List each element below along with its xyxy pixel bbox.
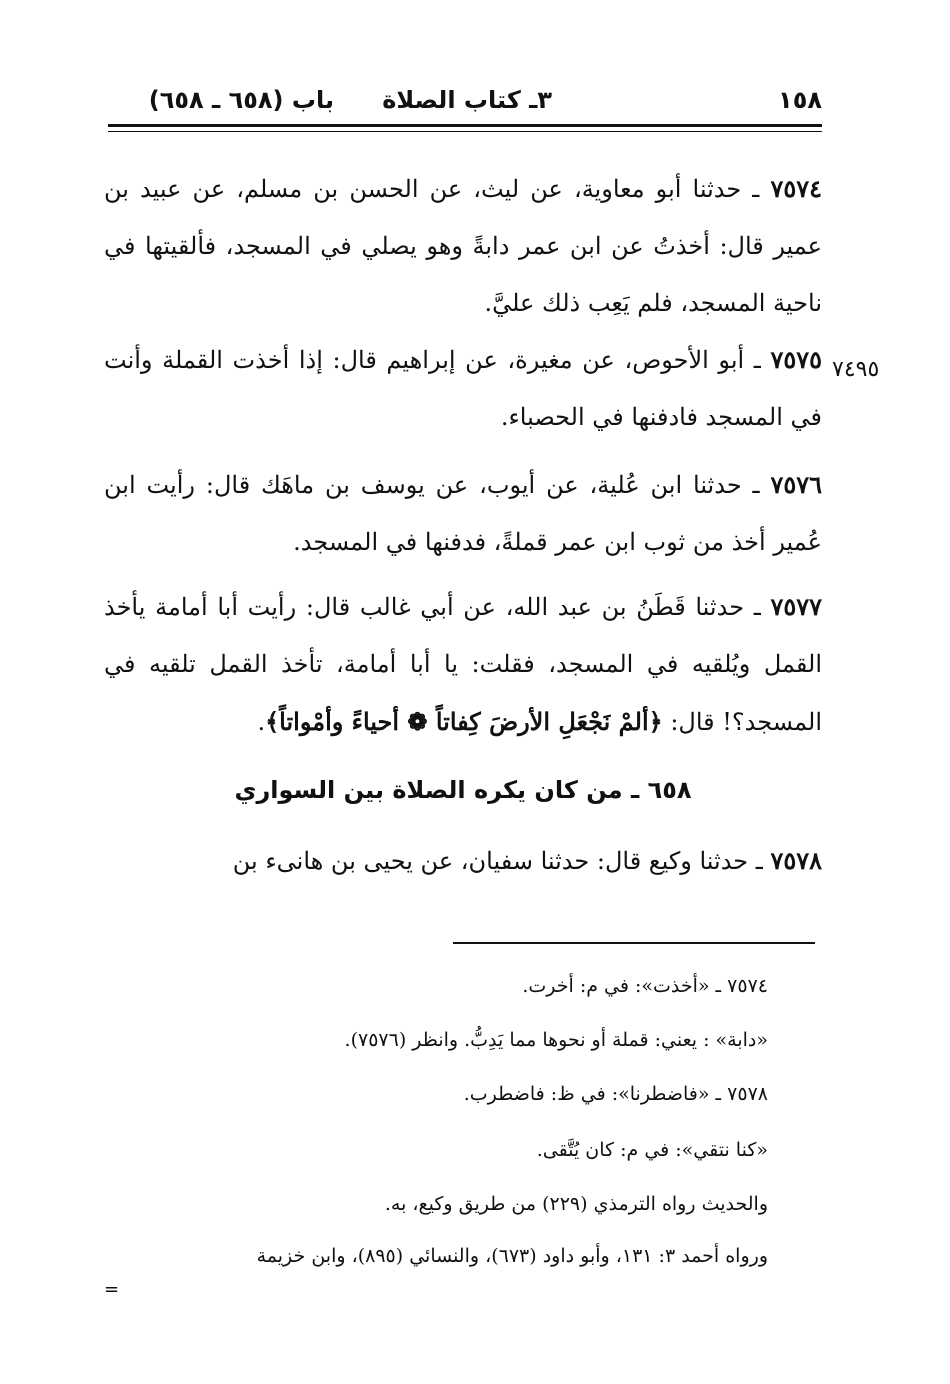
header-rule-thick — [108, 124, 822, 127]
hadith-number: ٧٥٧٦ — [770, 470, 822, 499]
footnote: ٧٥٧٨ ـ «فاضطرنا»: في ظ: فاضطرب. — [463, 1083, 768, 1105]
hadith-text: ـ حدثنا وكيع قال: حدثنا سفيان، عن يحيى بن هانىء بن — [232, 847, 771, 875]
chapter-heading: ٦٥٨ ـ من كان يكره الصلاة بين السواري — [234, 776, 692, 804]
footnote: «كنا نتقي»: في م: كان يُتَّقى. — [536, 1139, 768, 1161]
continuation-mark: = — [104, 1279, 120, 1300]
hadith-text: ـ حدثنا ابن عُلية، عن أيوب، عن يوسف بن ماهَك قال: رأيت ابن عُمير أخذ من ثوب ابن عمر قملةً، فدفنها في المسجد. — [104, 471, 822, 556]
quran-quote: ﴿ألمْ نَجْعَلِ الأرضَ كِفاتاً ❁ أحياءً وأمْواتاً﴾ — [265, 707, 663, 736]
footnote: ٧٥٧٤ ـ «أخذت»: في م: أخرت. — [522, 975, 768, 997]
hadith-text: ـ أبو الأحوص، عن مغيرة، عن إبراهيم قال: إذا أخذت القملة وأنت في المسجد فادفنها في الحصباء. — [104, 346, 822, 431]
hadith-text-end: . — [257, 708, 266, 736]
footnote-divider — [453, 942, 815, 944]
page-number: ١٥٨ — [778, 86, 822, 114]
margin-reference: ٧٤٩٥ — [832, 357, 880, 382]
footnote: «دابة» : يعني: قملة أو نحوها مما يَدِبُّ. وانظر (٧٥٧٦). — [344, 1029, 768, 1051]
hadith-number: ٧٥٧٧ — [770, 592, 822, 621]
hadith-text: ـ حدثنا أبو معاوية، عن ليث، عن الحسن بن مسلم، عن عبيد بن عمير قال: أخذتُ عن ابن عمر دابةً وهو يصلي في المسجد، فألقيتها في ناحية المسجد، فلم يَعِب ذلك عليَّ. — [104, 175, 822, 317]
hadith-number: ٧٥٧٨ — [770, 846, 822, 875]
hadith-number: ٧٥٧٤ — [770, 174, 822, 203]
header-rule-thin — [108, 131, 822, 132]
footnote: ورواه أحمد ٣: ١٣١، وأبو داود (٦٧٣)، والنسائي (٨٩٥)، وابن خزيمة — [256, 1245, 768, 1267]
hadith-number: ٧٥٧٥ — [770, 345, 822, 374]
chapter-range: باب (٦٥٨ ـ ٦٥٨) — [148, 86, 334, 114]
hadith-7574 — [104, 160, 822, 332]
hadith-7577 — [104, 578, 822, 751]
page-header — [108, 78, 822, 122]
hadith-7576 — [104, 456, 822, 571]
footnote: والحديث رواه الترمذي (٢٢٩) من طريق وكيع، به. — [384, 1193, 768, 1215]
hadith-text: ـ حدثنا قَطَنُ بن عبد الله، عن أبي غالب قال: رأيت أبا أمامة يأخذ القمل ويُلقيه في المسجد، فقلت: يا أبا أمامة، تأخذ القمل تلقيه في المسجد؟! قال: — [104, 593, 822, 736]
book-title: ٣ـ كتاب الصلاة — [382, 86, 552, 114]
hadith-7575 — [104, 331, 822, 446]
hadith-7578 — [104, 832, 822, 890]
